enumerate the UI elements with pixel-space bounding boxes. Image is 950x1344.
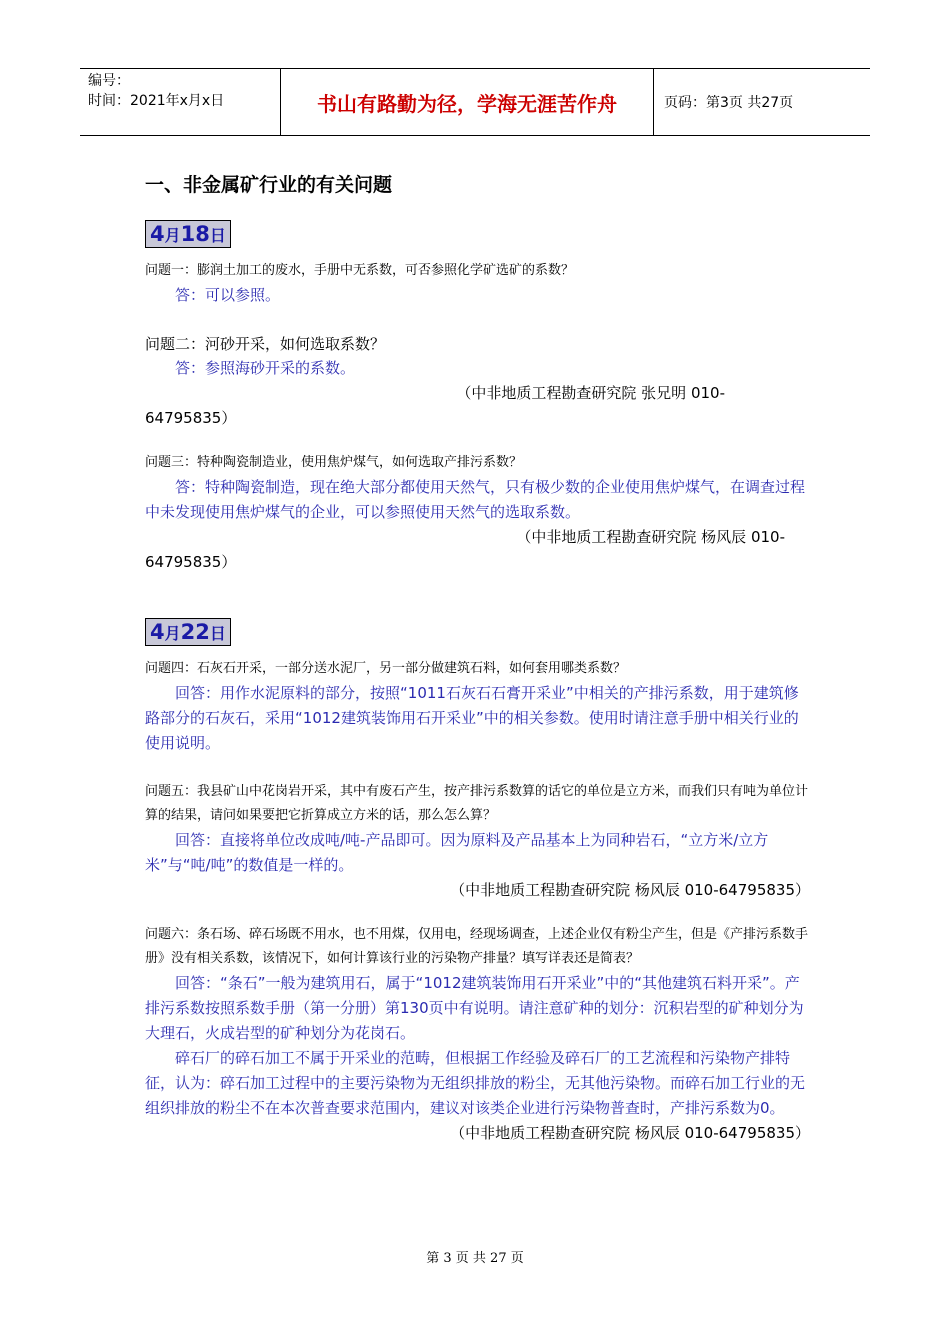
date-day-char: 日 <box>209 226 226 245</box>
answer-3: 答：特种陶瓷制造，现在绝大部分都使用天然气，只有极少数的企业使用焦炉煤气，在调查过程中未发现使用焦炉煤气的企业，可以参照使用天然气的选取系数。 <box>145 478 806 521</box>
source-5: （中非地质工程勘查研究院 杨风辰 010-64795835） <box>450 881 810 899</box>
section-april-18 <box>145 259 810 575</box>
date-month-char: 月 <box>164 624 181 643</box>
page-footer: 第 3 页 共 27 页 <box>426 1251 524 1266</box>
date-heading-april-18 <box>145 220 231 248</box>
header-motto-cell <box>281 69 654 135</box>
header-page-cell <box>654 69 870 135</box>
answer-4: 回答：用作水泥原料的部分，按照“1011石灰石石膏开采业”中相关的产排污系数，用于建筑修路部分的石灰石，采用“1012建筑装饰用石开采业”中的相关参数。使用时请注意手册中相关行业的使用说明。 <box>145 684 799 752</box>
date-month-number: 4 <box>150 620 165 644</box>
date-day-number: 18 <box>180 222 210 246</box>
header-left-cell <box>80 69 281 135</box>
date-day-char: 日 <box>209 624 226 643</box>
answer-2: 答：参照海砂开采的系数。 <box>175 359 356 377</box>
date-month-number: 4 <box>150 222 165 246</box>
source-2: （中非地质工程勘查研究院 张兄明 010- 64795835） <box>145 384 725 427</box>
answer-6-part-2: 碎石厂的碎石加工不属于开采业的范畴，但根据工作经验及碎石厂的工艺流程和污染物产排特征，认为：碎石加工过程中的主要污染物为无组织排放的粉尘，无其他污染物。而碎石加工行业的无组织排放的粉尘不在本次普查要求范围内，建议对该类企业进行污染物普查时，产排污系数为0。 <box>145 1049 806 1117</box>
answer-6-part-1: 回答：“条石”一般为建筑用石，属于“1012建筑装饰用石开采业”中的“其他建筑石料开采”。产排污系数按照系数手册（第一分册）第130页中有说明。请注意矿种的划分：沉积岩型的矿种划分为大理石，火成岩型的矿种划分为花岗石。 <box>145 974 804 1042</box>
date-day-number: 22 <box>180 620 210 644</box>
source-6: （中非地质工程勘查研究院 杨风辰 010-64795835） <box>450 1124 810 1142</box>
answer-1: 答：可以参照。 <box>175 286 281 304</box>
section-april-22 <box>145 657 810 1146</box>
document-time-label: 时间：2021年x月x日 <box>88 93 225 109</box>
header-page-label: 页码：第3页 共27页 <box>664 95 794 111</box>
header-motto: 书山有路勤为径，学海无涯苦作舟 <box>317 91 617 116</box>
question-4: 问题四：石灰石开采，一部分送水泥厂，另一部分做建筑石料，如何套用哪类系数？ <box>145 661 627 676</box>
section-title: 一、非金属矿行业的有关问题 <box>145 174 393 196</box>
question-2: 问题二：河砂开采，如何选取系数？ <box>145 335 386 353</box>
page-header <box>80 68 870 136</box>
question-1: 问题一：膨润土加工的废水，手册中无系数，可否参照化学矿选矿的系数？ <box>145 263 575 278</box>
date-heading-april-22 <box>145 618 231 646</box>
source-3: （中非地质工程勘查研究院 杨风辰 010- 64795835） <box>145 528 785 571</box>
answer-5: 回答：直接将单位改成吨/吨-产品即可。因为原料及产品基本上为同种岩石，“立方米/立方米”与“吨/吨”的数值是一样的。 <box>145 831 769 874</box>
question-6: 问题六：条石场、碎石场既不用水，也不用煤，仅用电，经现场调查，上述企业仅有粉尘产生，但是《产排污系数手册》没有相关系数，该情况下，如何计算该行业的污染物产排量？填写详表还是简表？ <box>145 927 809 966</box>
document-number-label: 编号： <box>88 73 130 89</box>
question-5: 问题五：我县矿山中花岗岩开采，其中有废石产生，按产排污系数算的话它的单位是立方米，而我们只有吨为单位计算的结果，请问如果要把它折算成立方米的话，那么怎么算？ <box>145 784 809 823</box>
date-month-char: 月 <box>164 226 181 245</box>
question-3: 问题三：特种陶瓷制造业，使用焦炉煤气，如何选取产排污系数？ <box>145 455 523 470</box>
